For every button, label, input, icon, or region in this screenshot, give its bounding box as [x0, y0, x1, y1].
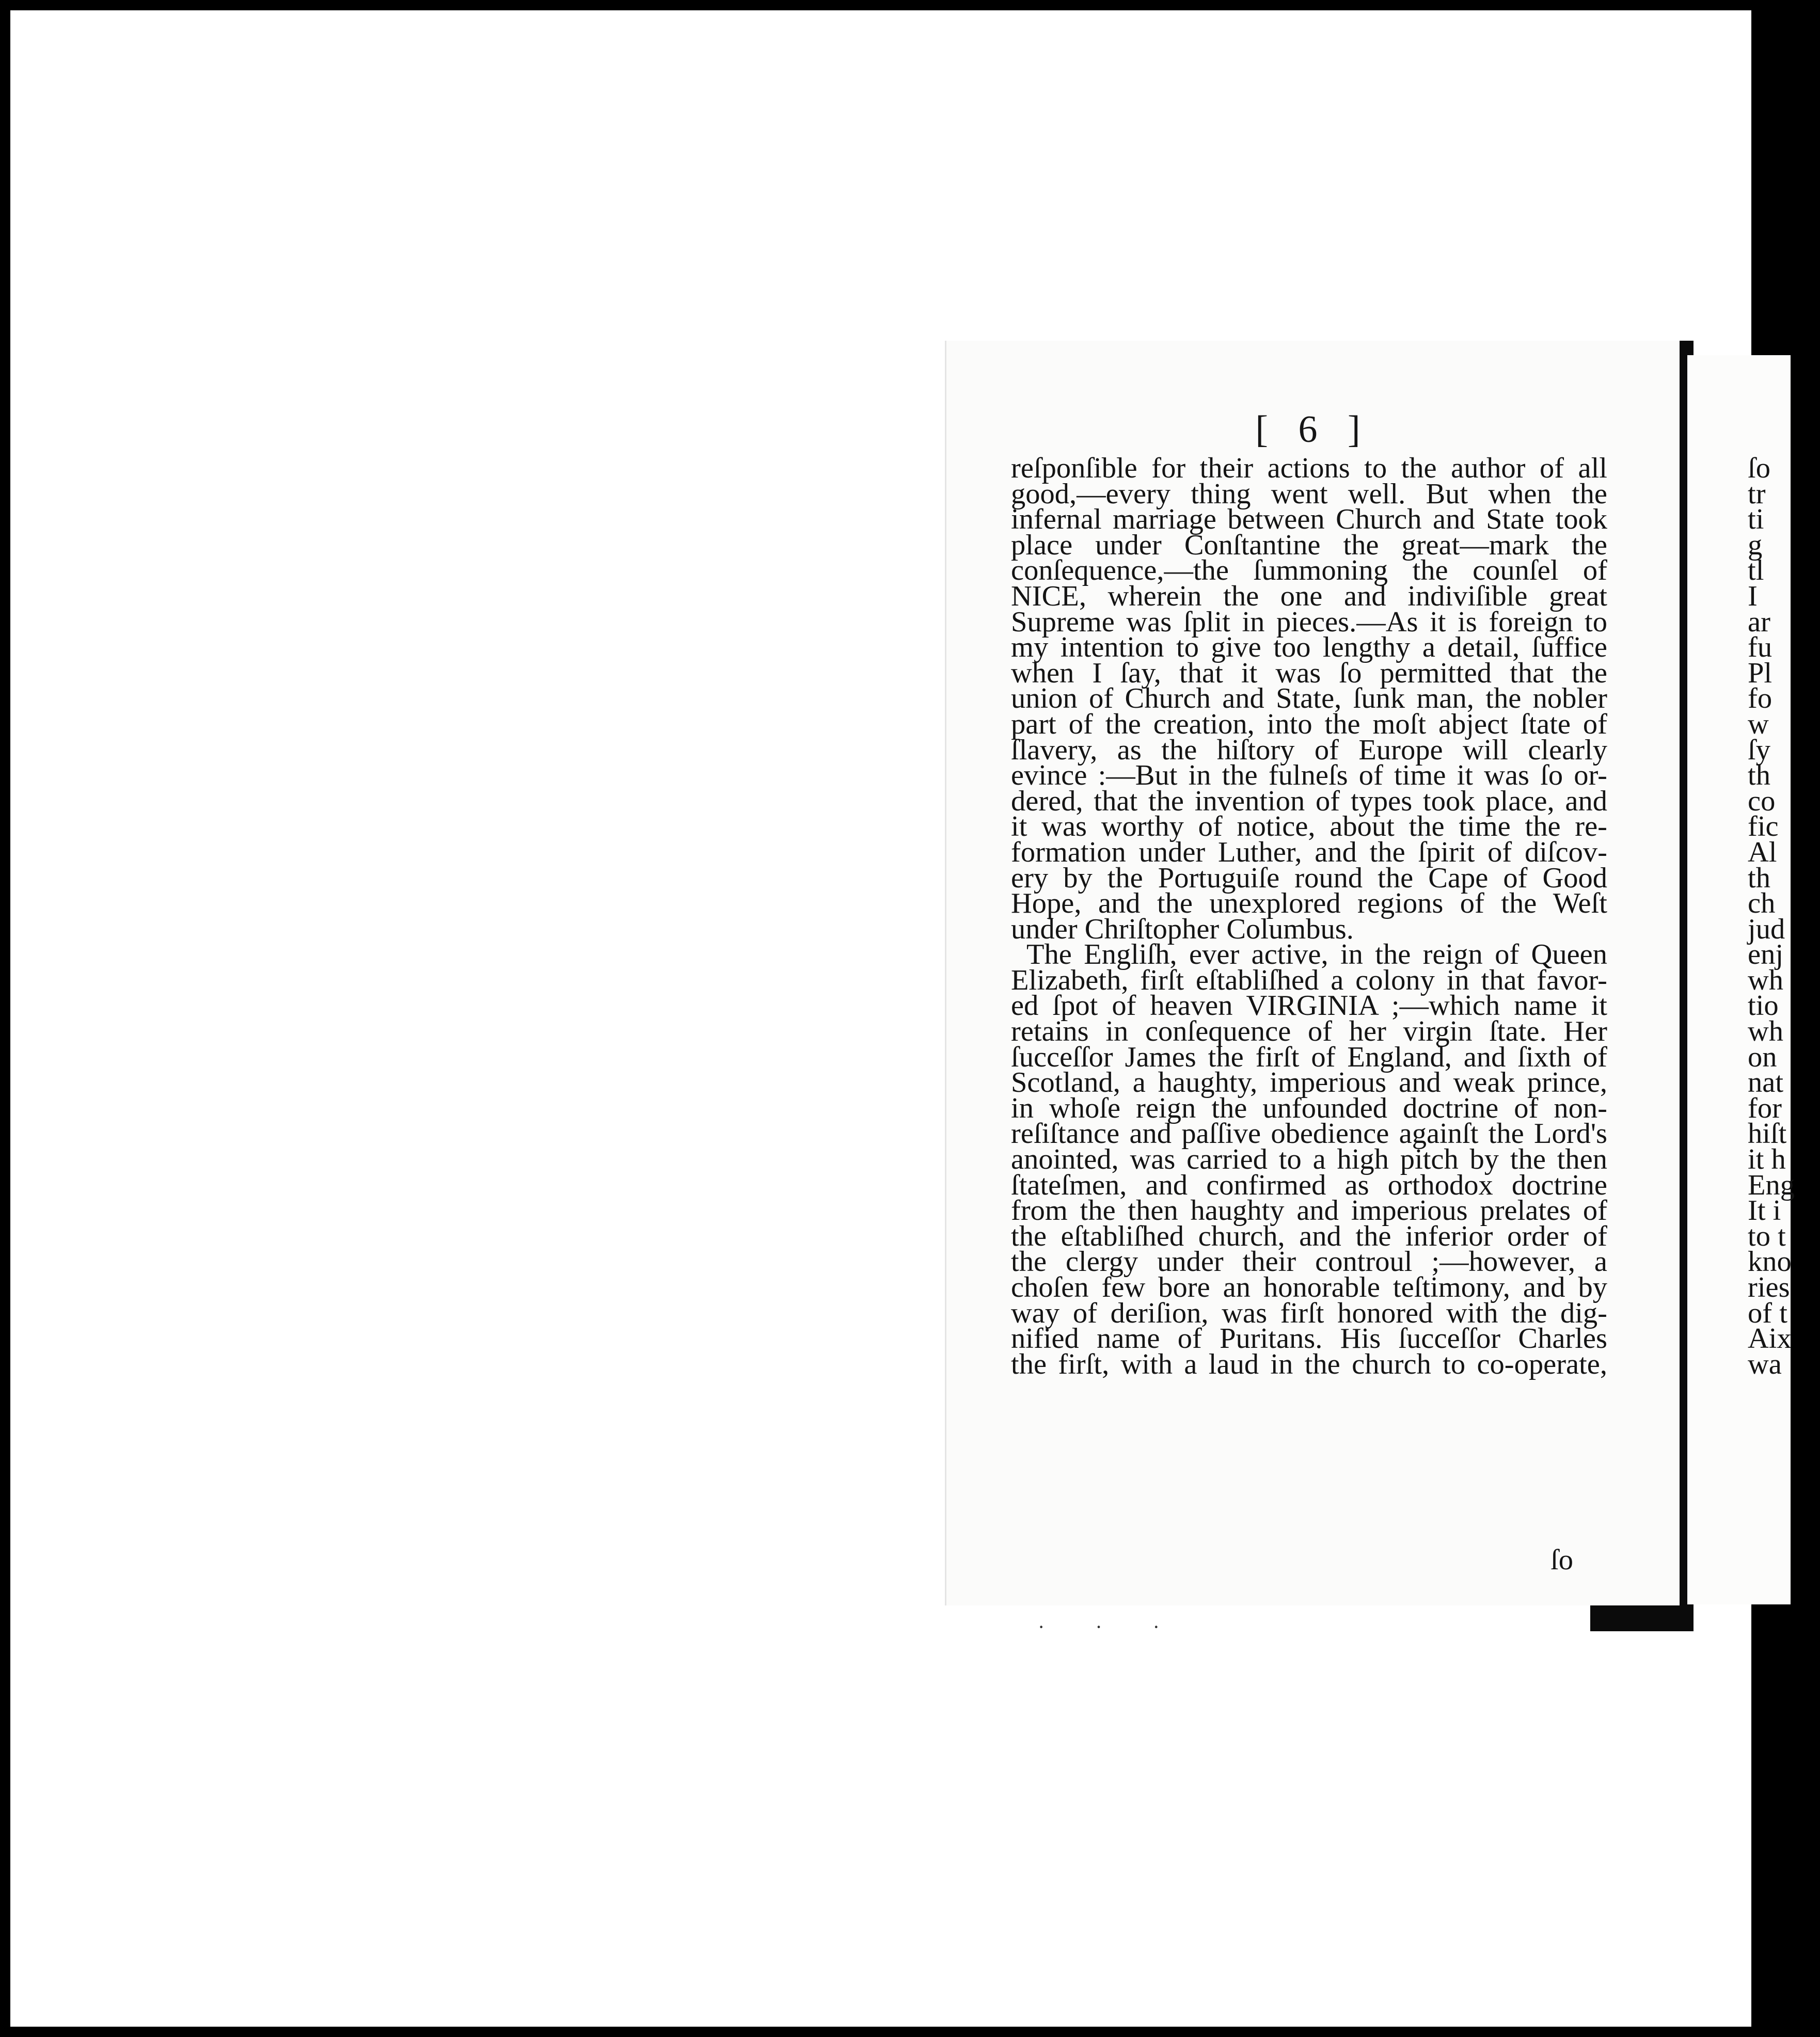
text-line: under Chriſtopher Columbus. — [1011, 913, 1354, 945]
text-line: it was worthy of notice, about the time the re- — [1011, 810, 1607, 843]
right-text-fragment: of t — [1748, 1297, 1787, 1329]
body-text — [1011, 452, 1607, 1380]
right-text-fragment: wa — [1748, 1348, 1782, 1380]
text-line: when I ſay, that it was ſo permitted that the — [1011, 657, 1607, 689]
left-page — [945, 341, 1680, 1605]
right-text-fragment: ti — [1748, 503, 1764, 536]
text-line: ery by the Portuguiſe round the Cape of Good — [1011, 862, 1607, 894]
page-number-header: [ 6 ] — [1255, 408, 1371, 451]
text-line: choſen few bore an honorable teſtimony, and by — [1011, 1271, 1607, 1303]
right-text-fragment: I — [1748, 580, 1758, 612]
right-text-fragment: th — [1748, 862, 1770, 894]
text-line: formation under Luther, and the ſpirit of diſcov- — [1011, 836, 1607, 868]
right-text-fragment: enj — [1748, 938, 1784, 971]
right-text-fragment: Al — [1748, 836, 1777, 868]
text-line: way of deriſion, was firſt honored with the dig- — [1011, 1297, 1607, 1329]
right-text-fragment: hiſt — [1748, 1118, 1787, 1150]
text-line: reſiſtance and paſſive obedience againſt the Lord's — [1011, 1118, 1607, 1150]
right-text-fragment: fo — [1748, 682, 1772, 715]
text-line: retains in conſequence of her virgin ſtate. Her — [1011, 1015, 1607, 1048]
right-text-fragment: tr — [1748, 478, 1766, 510]
text-line: ed ſpot of heaven VIRGINIA ;—which name it — [1011, 990, 1607, 1022]
right-page-text-fragments — [1748, 452, 1820, 1380]
text-line: anointed, was carried to a high pitch by the then — [1011, 1143, 1607, 1176]
right-text-fragment: fic — [1748, 810, 1779, 843]
text-line: Scotland, a haughty, imperious and weak prince, — [1011, 1067, 1607, 1099]
right-text-fragment: kno — [1748, 1246, 1792, 1278]
margin-marks: · · · — [1038, 1615, 1182, 1638]
text-line: the eſtabliſhed church, and the inferior order of — [1011, 1220, 1607, 1252]
text-line: Elizabeth, firſt eſtabliſhed a colony in that favor- — [1011, 964, 1607, 996]
text-line: ſtateſmen, and confirmed as orthodox doctrine — [1011, 1169, 1607, 1201]
text-line: the clergy under their controul ;—however, a — [1011, 1246, 1607, 1278]
text-line: Supreme was ſplit in pieces.—As it is foreign to — [1011, 606, 1607, 638]
text-line: my intention to give too lengthy a detail, ſuffice — [1011, 631, 1607, 664]
text-line: ſucceſſor James the firſt of England, and ſixth of — [1011, 1041, 1607, 1073]
right-text-fragment: It i — [1748, 1195, 1781, 1227]
right-text-fragment: for — [1748, 1092, 1782, 1124]
text-line: conſequence,—the ſummoning the counſel of — [1011, 554, 1607, 587]
text-line: dered, that the invention of types took place, and — [1011, 785, 1607, 817]
right-text-fragment: nat — [1748, 1067, 1784, 1099]
text-line: place under Conſtantine the great—mark the — [1011, 529, 1607, 561]
right-text-fragment: to t — [1748, 1220, 1786, 1252]
right-text-fragment: wh — [1748, 964, 1784, 996]
text-line: part of the creation, into the moſt abject ſtate of — [1011, 708, 1607, 740]
right-text-fragment: on — [1748, 1041, 1777, 1073]
right-text-fragment: jud — [1748, 913, 1785, 945]
text-line: the firſt, with a laud in the church to co-operate, — [1011, 1348, 1607, 1380]
text-line: good,—every thing went well. But when the — [1011, 478, 1607, 510]
text-line: Hope, and the unexplored regions of the Weſt — [1011, 887, 1607, 920]
catchword: ſo — [1550, 1544, 1573, 1576]
text-line: evince :—But in the fulneſs of time it was ſo or- — [1011, 759, 1607, 792]
text-line: infernal marriage between Church and State took — [1011, 503, 1607, 536]
text-line: union of Church and State, ſunk man, the nobler — [1011, 682, 1607, 715]
right-text-fragment: ch — [1748, 887, 1776, 920]
right-text-fragment: ries — [1748, 1271, 1790, 1303]
right-text-fragment: co — [1748, 785, 1776, 817]
right-text-fragment: ar — [1748, 606, 1770, 638]
right-text-fragment: Aix — [1748, 1323, 1792, 1355]
text-line: reſponſible for their actions to the author of all — [1011, 452, 1607, 484]
right-text-fragment: tl — [1748, 554, 1764, 587]
text-line: ſlavery, as the hiſtory of Europe will clearly — [1011, 734, 1607, 766]
text-line: from the then haughty and imperious prelates of — [1011, 1195, 1607, 1227]
right-text-fragment: wh — [1748, 1015, 1784, 1048]
right-text-fragment: th — [1748, 759, 1770, 792]
text-line: The Engliſh, ever active, in the reign of Queen — [1026, 938, 1607, 971]
text-line: nified name of Puritans. His ſucceſſor Charles — [1011, 1323, 1607, 1355]
right-text-fragment: g — [1748, 529, 1763, 561]
scan-mount — [10, 10, 1795, 2027]
right-text-fragment: Pl — [1748, 657, 1772, 689]
right-text-fragment: it h — [1748, 1143, 1786, 1176]
text-line: NICE, wherein the one and indiviſible great — [1011, 580, 1607, 612]
right-text-fragment: tio — [1748, 990, 1779, 1022]
text-line: in whoſe reign the unfounded doctrine of non- — [1011, 1092, 1607, 1124]
right-text-fragment: ſo — [1748, 452, 1770, 484]
right-text-fragment: fu — [1748, 631, 1772, 664]
right-text-fragment: w — [1748, 708, 1769, 740]
right-text-fragment: ſy — [1748, 734, 1770, 766]
right-text-fragment: Eng — [1748, 1169, 1795, 1201]
